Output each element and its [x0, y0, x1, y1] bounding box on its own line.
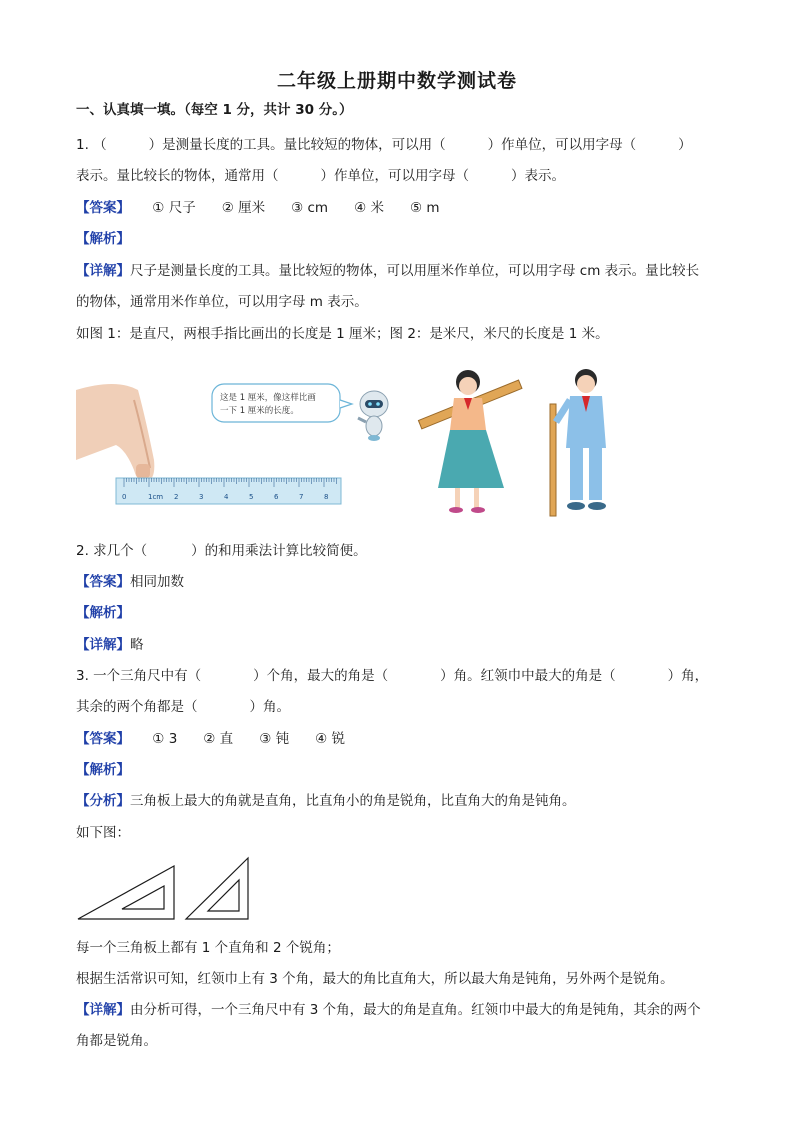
- analysis-tag: 【解析】: [76, 605, 130, 621]
- ruler-label: 7: [299, 493, 304, 501]
- q1-text: ）作单位，可以用字母（: [487, 137, 637, 153]
- ruler-label: 8: [324, 493, 329, 501]
- detail-text: 略: [130, 637, 144, 653]
- speech-bubble: [212, 384, 352, 422]
- q3-text: ）角，: [667, 668, 709, 684]
- answer-item: ① 尺子: [152, 200, 196, 216]
- q3-text: 其余的两个角都是（: [76, 699, 198, 715]
- detail-text: 由分析可得，一个三角尺中有 3 个角，最大的角是直角。红领巾中最大的角是钝角，其余的两个: [130, 1002, 701, 1018]
- q3-text: ）角。红领巾中最大的角是（: [440, 668, 616, 684]
- q3-analyze: [76, 791, 576, 811]
- q3-text: ）个角，最大的角是（: [253, 668, 389, 684]
- detail-text: 尺子是测量长度的工具。量比较短的物体，可以用厘米作单位，可以用字母 cm 表示。量比较长: [130, 263, 700, 279]
- q3-text: ）角。: [249, 699, 290, 715]
- q1-detail-line2: 的物体，通常用米作单位，可以用字母 m 表示。: [76, 294, 368, 310]
- q3-as-below: 如下图：: [76, 825, 130, 841]
- analysis-tag: 【解析】: [76, 231, 130, 247]
- answer-item: ④ 锐: [315, 731, 345, 747]
- answer-item: ⑤ m: [409, 200, 440, 216]
- set-square-right: [186, 858, 248, 919]
- analyze-text: 三角板上最大的角就是直角，比直角小的角是锐角，比直角大的角是钝角。: [130, 793, 576, 809]
- analysis-tag: 【解析】: [76, 762, 130, 778]
- ruler-label: 1cm: [148, 493, 164, 501]
- q2-answer: [76, 572, 184, 592]
- bubble-text: 这是 1 厘米，像这样比画: [220, 393, 316, 403]
- ruler-label: 0: [122, 493, 127, 501]
- q3-line2: [76, 697, 290, 717]
- ruler-illustration: [76, 360, 636, 525]
- q3-note2: 根据生活常识可知，红领巾上有 3 个角，最大的角比直角大，所以最大角是钝角，另外两个是锐角。: [76, 971, 674, 987]
- q1-line1: [76, 135, 692, 155]
- answer-tag: 【答案】: [76, 574, 130, 590]
- bubble-text: 一下 1 厘米的长度。: [220, 406, 299, 416]
- q1-text: ）表示。: [511, 168, 565, 184]
- q2-text: ）的和用乘法计算比较简便。: [191, 543, 367, 559]
- ruler-label: 2: [174, 493, 179, 501]
- answer-list: [152, 200, 465, 216]
- q2-line: [76, 541, 367, 561]
- q3-text: 3. 一个三角尺中有（: [76, 668, 202, 684]
- set-squares-figure: [76, 856, 256, 922]
- ruler-label: 6: [274, 493, 279, 501]
- answer-item: 相同加数: [130, 574, 184, 590]
- boy-with-meter-ruler: [550, 369, 606, 516]
- set-square-left: [78, 866, 174, 919]
- answer-item: ② 直: [203, 731, 234, 747]
- ruler-label: 5: [249, 493, 254, 501]
- answer-item: ① 3: [152, 731, 178, 747]
- q3-answer: [76, 729, 371, 749]
- detail-tag: 【详解】: [76, 637, 130, 653]
- q3-note1: 每一个三角板上都有 1 个直角和 2 个锐角；: [76, 940, 340, 956]
- analyze-tag: 【分析】: [76, 793, 130, 809]
- detail-tag: 【详解】: [76, 1002, 130, 1018]
- q1-text: ）作单位，可以用字母（: [320, 168, 469, 184]
- answer-tag: 【答案】: [76, 731, 130, 747]
- answer-list: [152, 731, 371, 747]
- ruler-label: 4: [224, 493, 229, 501]
- answer-tag: 【答案】: [76, 200, 130, 216]
- q1-text: ）: [678, 137, 692, 153]
- ruler-label: 3: [199, 493, 204, 501]
- q1-text: 表示。量比较长的物体，通常用（: [76, 168, 279, 184]
- answer-item: ④ 米: [354, 200, 384, 216]
- ruler: [116, 478, 341, 504]
- q3-detail-line1: [76, 1000, 701, 1020]
- q1-answer: [76, 198, 466, 218]
- robot-icon: [358, 391, 388, 441]
- q1-detail-line3: 如图 1：是直尺，两根手指比画出的长度是 1 厘米；图 2：是米尺，米尺的长度是 1 米。: [76, 326, 609, 342]
- detail-tag: 【详解】: [76, 263, 130, 279]
- q1-text: 1. （: [76, 137, 107, 153]
- q1-detail-line1: [76, 261, 699, 281]
- q1-line2: [76, 166, 565, 186]
- section-heading: 一、认真填一填。（每空 1 分，共计 30 分。）: [76, 102, 353, 118]
- page-title: 二年级上册期中数学测试卷: [276, 70, 517, 92]
- hand-image: [76, 384, 154, 482]
- girl-with-meter-ruler: [418, 370, 522, 513]
- answer-item: ③ cm: [291, 200, 329, 216]
- q2-text: 2. 求几个（: [76, 543, 148, 559]
- answer-item: ② 厘米: [221, 200, 266, 216]
- q1-text: ）是测量长度的工具。量比较短的物体，可以用（: [148, 137, 446, 153]
- answer-item: ③ 钝: [259, 731, 290, 747]
- q3-detail-line2: 角都是锐角。: [76, 1033, 157, 1049]
- q2-detail: [76, 635, 144, 655]
- q3-line1: [76, 666, 708, 686]
